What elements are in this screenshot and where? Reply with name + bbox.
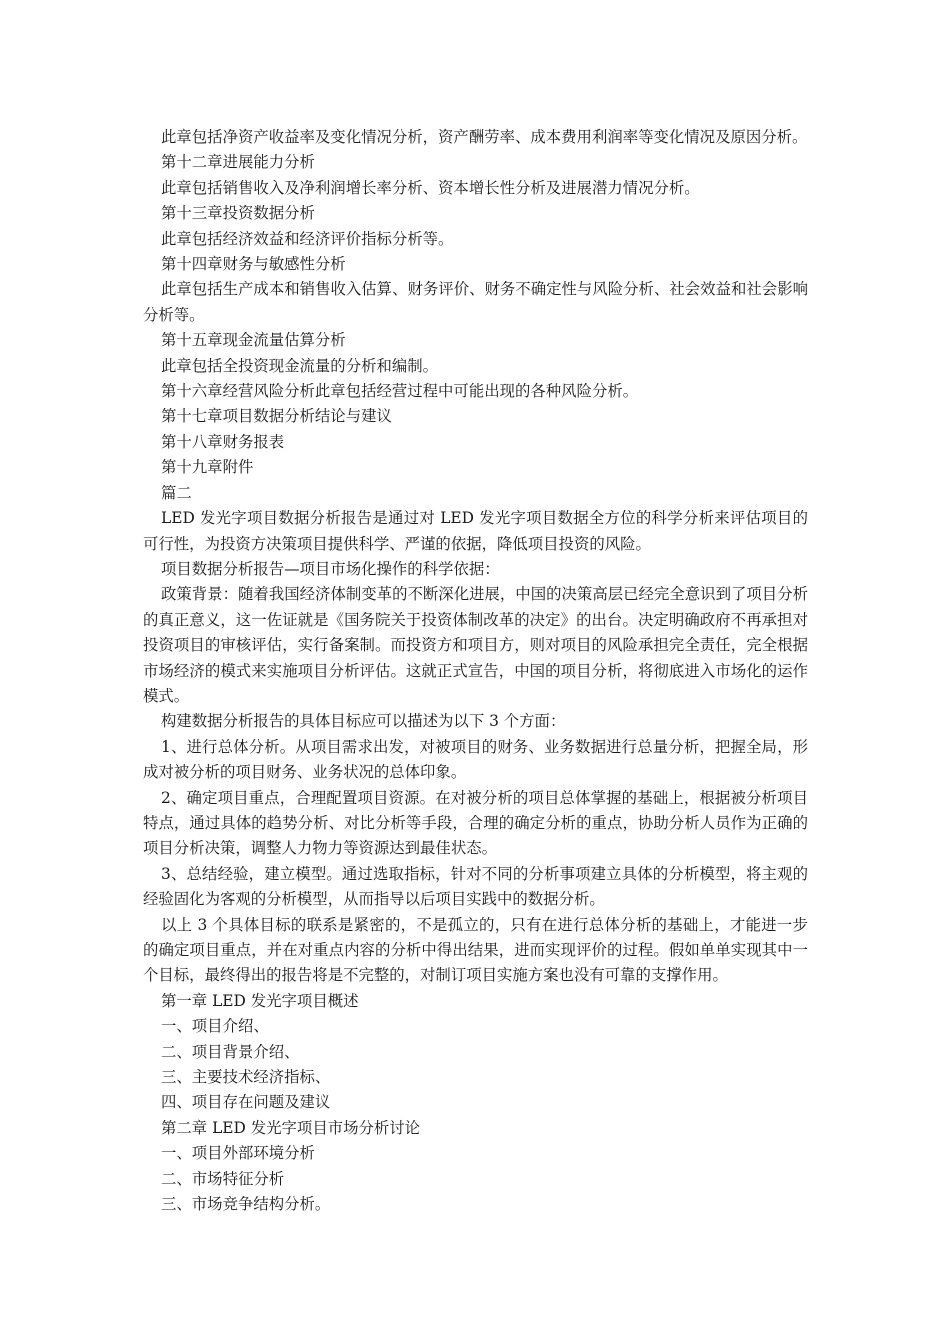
section-heading: 篇二 bbox=[161, 483, 192, 502]
chapter-heading: 第十五章现金流量估算分析 bbox=[161, 331, 346, 350]
paragraph: 此章包括生产成本和销售收入估算、财务评价、财务不确定性与风险分析、社会效益和社会影响分析等。 bbox=[143, 280, 808, 324]
chapter-heading: 第一章 LED 发光字项目概述 bbox=[161, 991, 359, 1010]
paragraph: 项目数据分析报告—项目市场化操作的科学依据： bbox=[161, 559, 500, 578]
list-item: 一、项目介绍、 bbox=[161, 1017, 269, 1036]
list-item: 三、市场竞争结构分析。 bbox=[161, 1195, 331, 1214]
list-item: 1、进行总体分析。从项目需求出发，对被项目的财务、业务数据进行总量分析，把握全局，形成对被分析的项目财务、业务状况的总体印象。 bbox=[143, 737, 808, 782]
list-item: 二、市场特征分析 bbox=[161, 1169, 285, 1188]
chapter-heading: 第十九章附件 bbox=[161, 458, 254, 477]
chapter-heading: 第十六章经营风险分析此章包括经营过程中可能出现的各种风险分析。 bbox=[161, 382, 639, 401]
paragraph: 此章包括销售收入及净利润增长率分析、资本增长性分析及进展潜力情况分析。 bbox=[161, 178, 700, 197]
chapter-heading: 第十四章财务与敏感性分析 bbox=[161, 255, 346, 274]
paragraph: 此章包括全投资现金流量的分析和编制。 bbox=[161, 356, 439, 375]
list-item: 一、项目外部环境分析 bbox=[161, 1144, 315, 1163]
document-body bbox=[143, 125, 808, 1217]
chapter-heading: 第十七章项目数据分析结论与建议 bbox=[161, 407, 392, 426]
paragraph: 构建数据分析报告的具体目标应可以描述为以下 3 个方面： bbox=[161, 712, 566, 731]
paragraph: LED 发光字项目数据分析报告是通过对 LED 发光字项目数据全方位的科学分析来评估项目的可行性，为投资方决策项目提供科学、严谨的依据，降低项目投资的风险。 bbox=[143, 509, 808, 553]
chapter-heading: 第十三章投资数据分析 bbox=[161, 204, 315, 223]
paragraph: 此章包括经济效益和经济评价指标分析等。 bbox=[161, 229, 454, 248]
paragraph: 此章包括净资产收益率及变化情况分析，资产酬劳率、成本费用利润率等变化情况及原因分析。 bbox=[161, 128, 808, 146]
chapter-heading: 第十八章财务报表 bbox=[161, 432, 285, 451]
chapter-heading: 第二章 LED 发光字项目市场分析讨论 bbox=[161, 1118, 421, 1137]
list-item: 三、主要技术经济指标、 bbox=[161, 1068, 331, 1087]
list-item: 2、确定项目重点，合理配置项目资源。在对被分析的项目总体掌握的基础上，根据被分析项目特点，通过具体的趋势分析、对比分析等手段，合理的确定分析的重点，协助分析人员作为正确的项目分析决策，调整人力物力等资源达到最佳状态。 bbox=[143, 788, 808, 858]
paragraph: 政策背景：随着我国经济体制变革的不断深化进展，中国的决策高层已经完全意识到了项目分析的真正意义，这一佐证就是《国务院关于投资体制改革的决定》的出台。决定明确政府不再承担对投资项目的审核评估，实行备案制。而投资方和项目方，则对项目的风险承担完全责任，完全根据市场经济的模式来实施项目分析评估。这就正式宣告，中国的项目分析，将彻底进入市场化的运作模式。 bbox=[143, 585, 808, 705]
list-item: 二、项目背景介绍、 bbox=[161, 1042, 300, 1061]
list-item: 3、总结经验，建立模型。通过选取指标，针对不同的分析事项建立具体的分析模型，将主观的经验固化为客观的分析模型，从而指导以后项目实践中的数据分析。 bbox=[143, 864, 808, 909]
chapter-heading: 第十二章进展能力分析 bbox=[161, 153, 315, 172]
list-item: 四、项目存在问题及建议 bbox=[161, 1093, 331, 1112]
paragraph: 以上 3 个具体目标的联系是紧密的，不是孤立的，只有在进行总体分析的基础上，才能进一步的确定项目重点，并在对重点内容的分析中得出结果，进而实现评价的过程。假如单单实现其中一个目标，最终得出的报告将是不完整的，对制订项目实施方案也没有可靠的支撑作用。 bbox=[143, 915, 808, 985]
